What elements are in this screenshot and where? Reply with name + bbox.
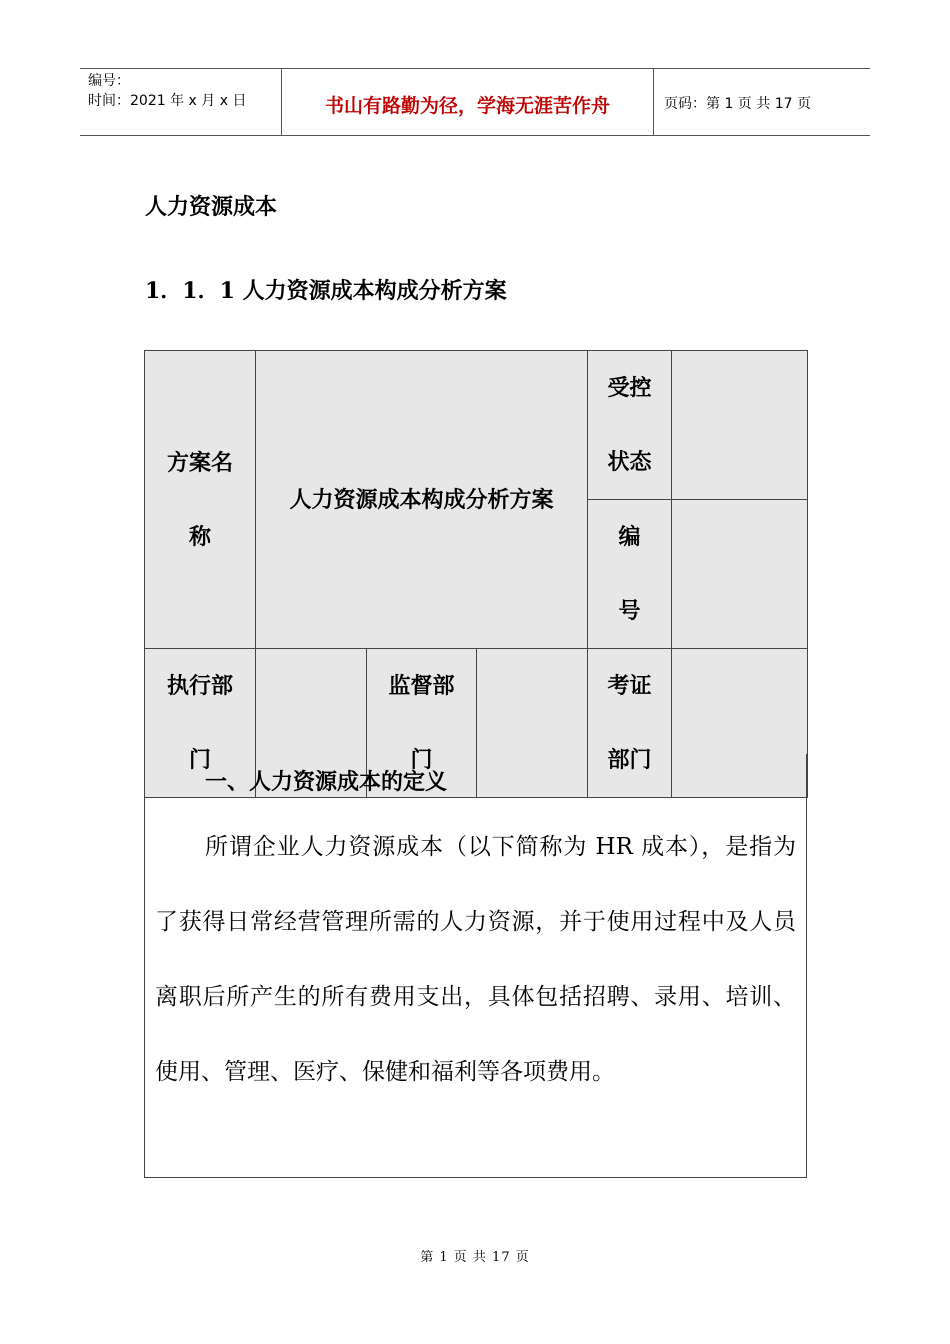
header-meta [80, 69, 282, 135]
section-title: 一、人力资源成本的定义 [205, 769, 448, 795]
audit-dept-label: 考证部门 [588, 649, 672, 798]
supervise-dept-label: 监督部门 [367, 649, 477, 798]
section-paragraph: 所谓企业人力资源成本（以下简称为 HR 成本），是指为了获得日常经营管理所需的人力资源，并于使用过程中及人员离职后所产生的所有费用支出，具体包括招聘、录用、培训、使用、管理、医疗、保健和福利等各项费用。 [155, 834, 796, 1085]
exec-dept-label: 执行部门 [145, 649, 256, 798]
content-box [144, 754, 807, 1178]
heading-1: 人力资源成本 [145, 194, 278, 220]
plan-name-label: 方案名称 [145, 351, 256, 649]
header-page-info: 页码：第 1 页 共 17 页 [664, 96, 811, 112]
info-table [144, 350, 808, 798]
header-time: 时间：2021 年 x 月 x 日 [88, 93, 247, 109]
number-label: 编号 [588, 500, 672, 649]
header-motto: 书山有路勤为径，学海无涯苦作舟 [282, 69, 654, 135]
controlled-status-label: 受控状态 [588, 351, 672, 500]
header-number: 编号： [88, 73, 130, 89]
page-header [80, 68, 870, 136]
page-footer: 第 1 页 共 17 页 [420, 1250, 530, 1265]
number-value [672, 500, 808, 649]
heading-2: 1．1．1 人力资源成本构成分析方案 [145, 278, 507, 304]
controlled-status-value [672, 351, 808, 500]
plan-name-value: 人力资源成本构成分析方案 [256, 351, 588, 649]
